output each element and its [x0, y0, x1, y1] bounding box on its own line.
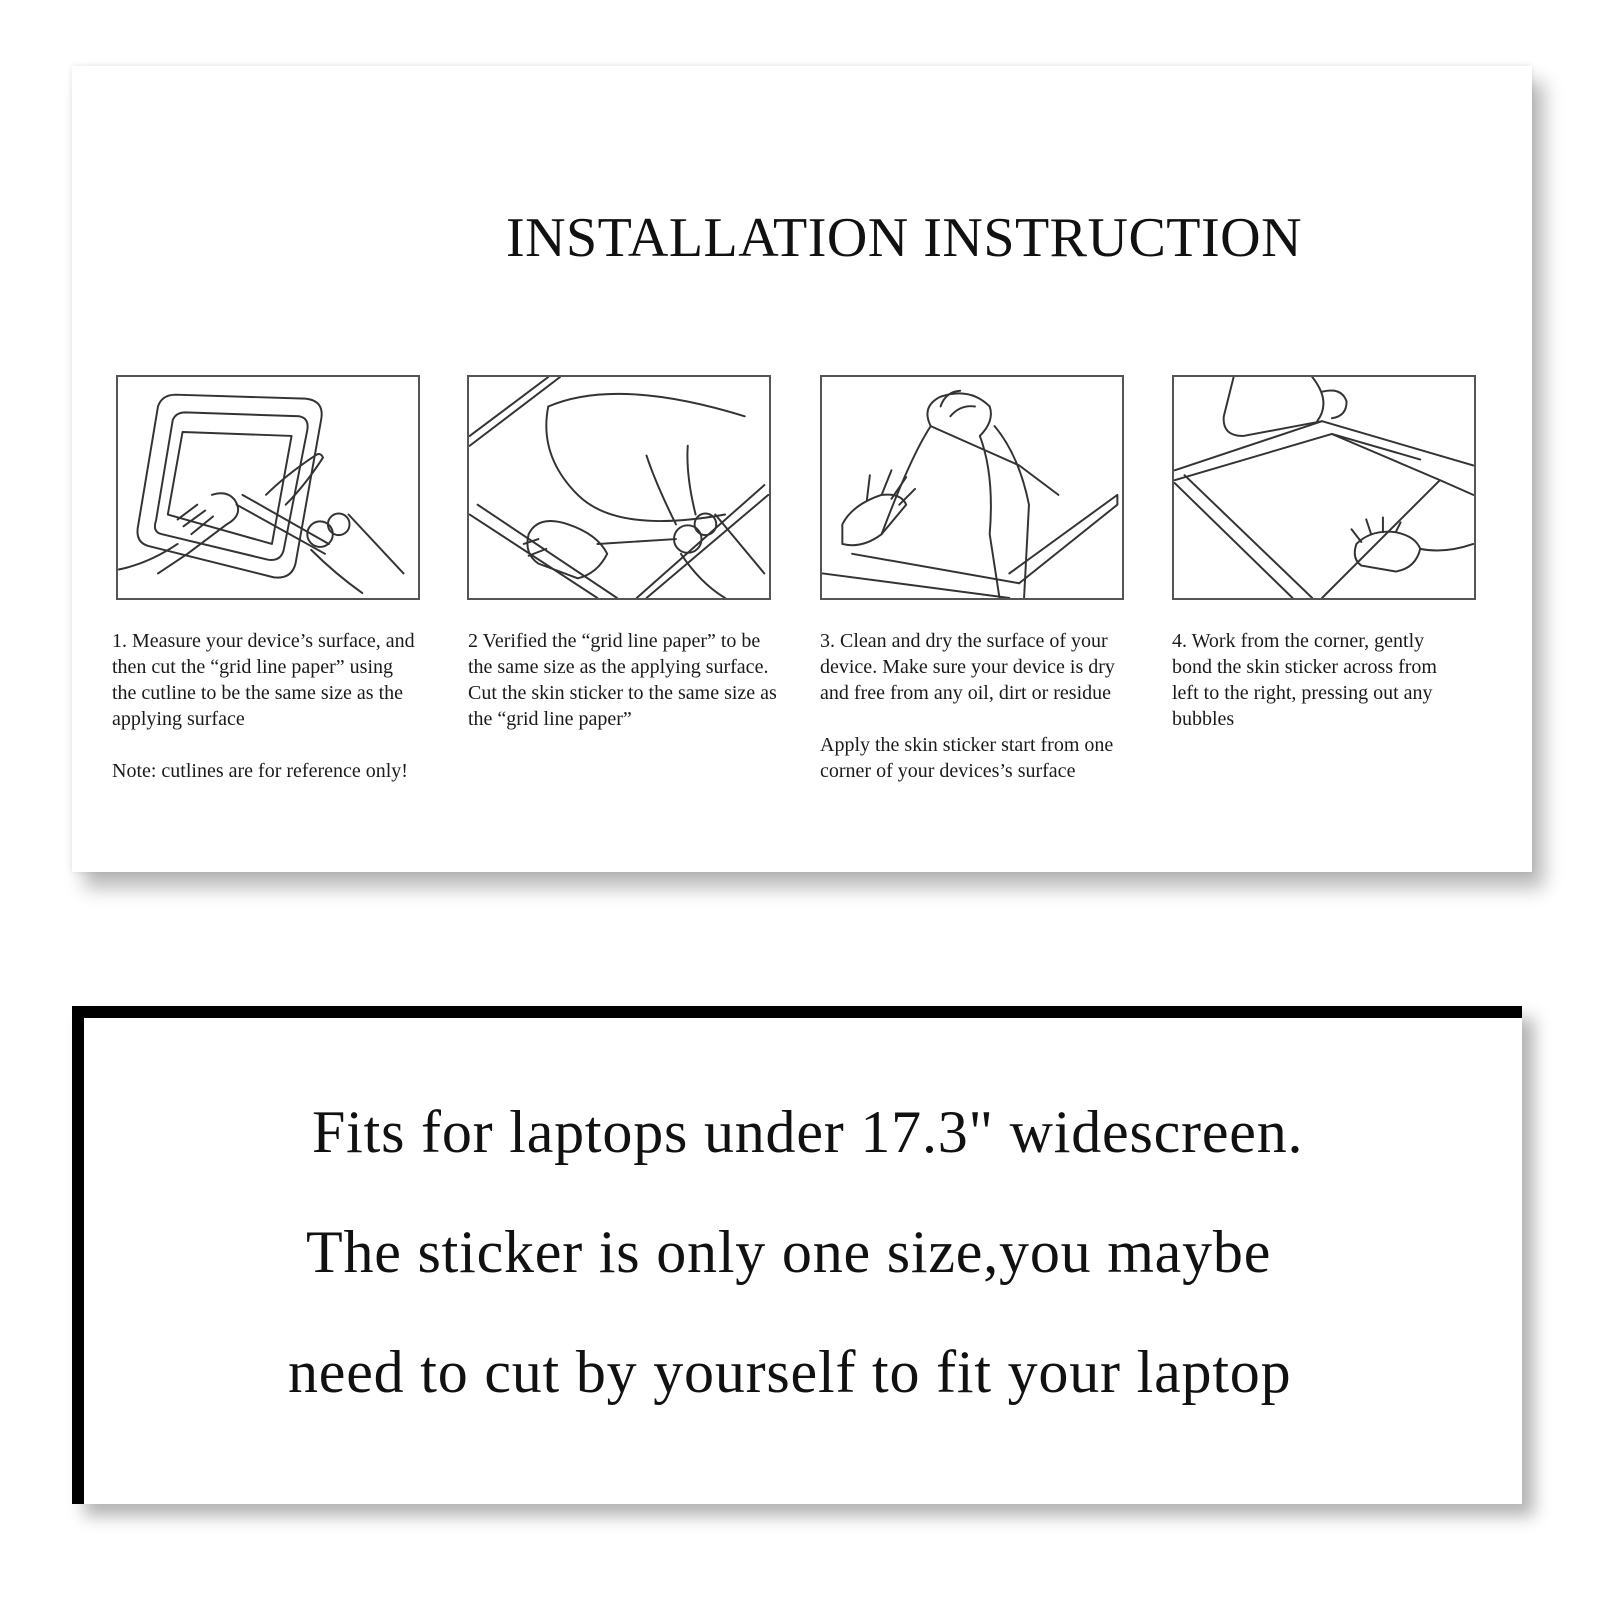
step-1-text	[112, 628, 422, 810]
instruction-title: INSTALLATION INSTRUCTION	[505, 207, 1303, 269]
laptop-fit-notice-card	[72, 1006, 1522, 1504]
step-4-illustration	[1172, 375, 1476, 600]
cleaning-surface-drawing	[822, 377, 1122, 598]
step-1-description: 1. Measure your device’s surface, and then cut the “grid line paper” using the cutline to be the same size as the applying surface	[112, 630, 415, 730]
step-2-text	[468, 628, 778, 758]
step-3-description: 3. Clean and dry the surface of your device. Make sure your device is dry and free from any oil, dirt or residue	[820, 630, 1115, 704]
step-4-text	[1172, 628, 1468, 758]
step-1-note: Note: cutlines are for reference only!	[112, 760, 408, 782]
step-1-illustration	[116, 375, 420, 600]
notice-line-1: Fits for laptops under 17.3" widescreen.	[312, 1099, 1304, 1165]
bonding-sticker-drawing	[1174, 377, 1474, 598]
installation-instruction-card	[72, 66, 1532, 872]
step-2-description: 2 Verified the “grid line paper” to be the same size as the applying surface. Cut the skin sticker to the same size as the “grid line paper”	[468, 630, 777, 730]
notice-line-3: need to cut by yourself to fit your laptop	[288, 1339, 1292, 1405]
cutting-grid-paper-drawing	[118, 377, 418, 598]
step-2-illustration	[467, 375, 771, 600]
cutting-skin-sticker-drawing	[469, 377, 769, 598]
step-3-text	[820, 628, 1142, 810]
step-3-note: Apply the skin sticker start from one corner of your devices’s surface	[820, 734, 1114, 782]
step-4-description: 4. Work from the corner, gently bond the skin sticker across from left to the right, pressing out any bubbles	[1172, 630, 1437, 730]
step-3-illustration	[820, 375, 1124, 600]
notice-line-2: The sticker is only one size,you maybe	[306, 1219, 1272, 1285]
